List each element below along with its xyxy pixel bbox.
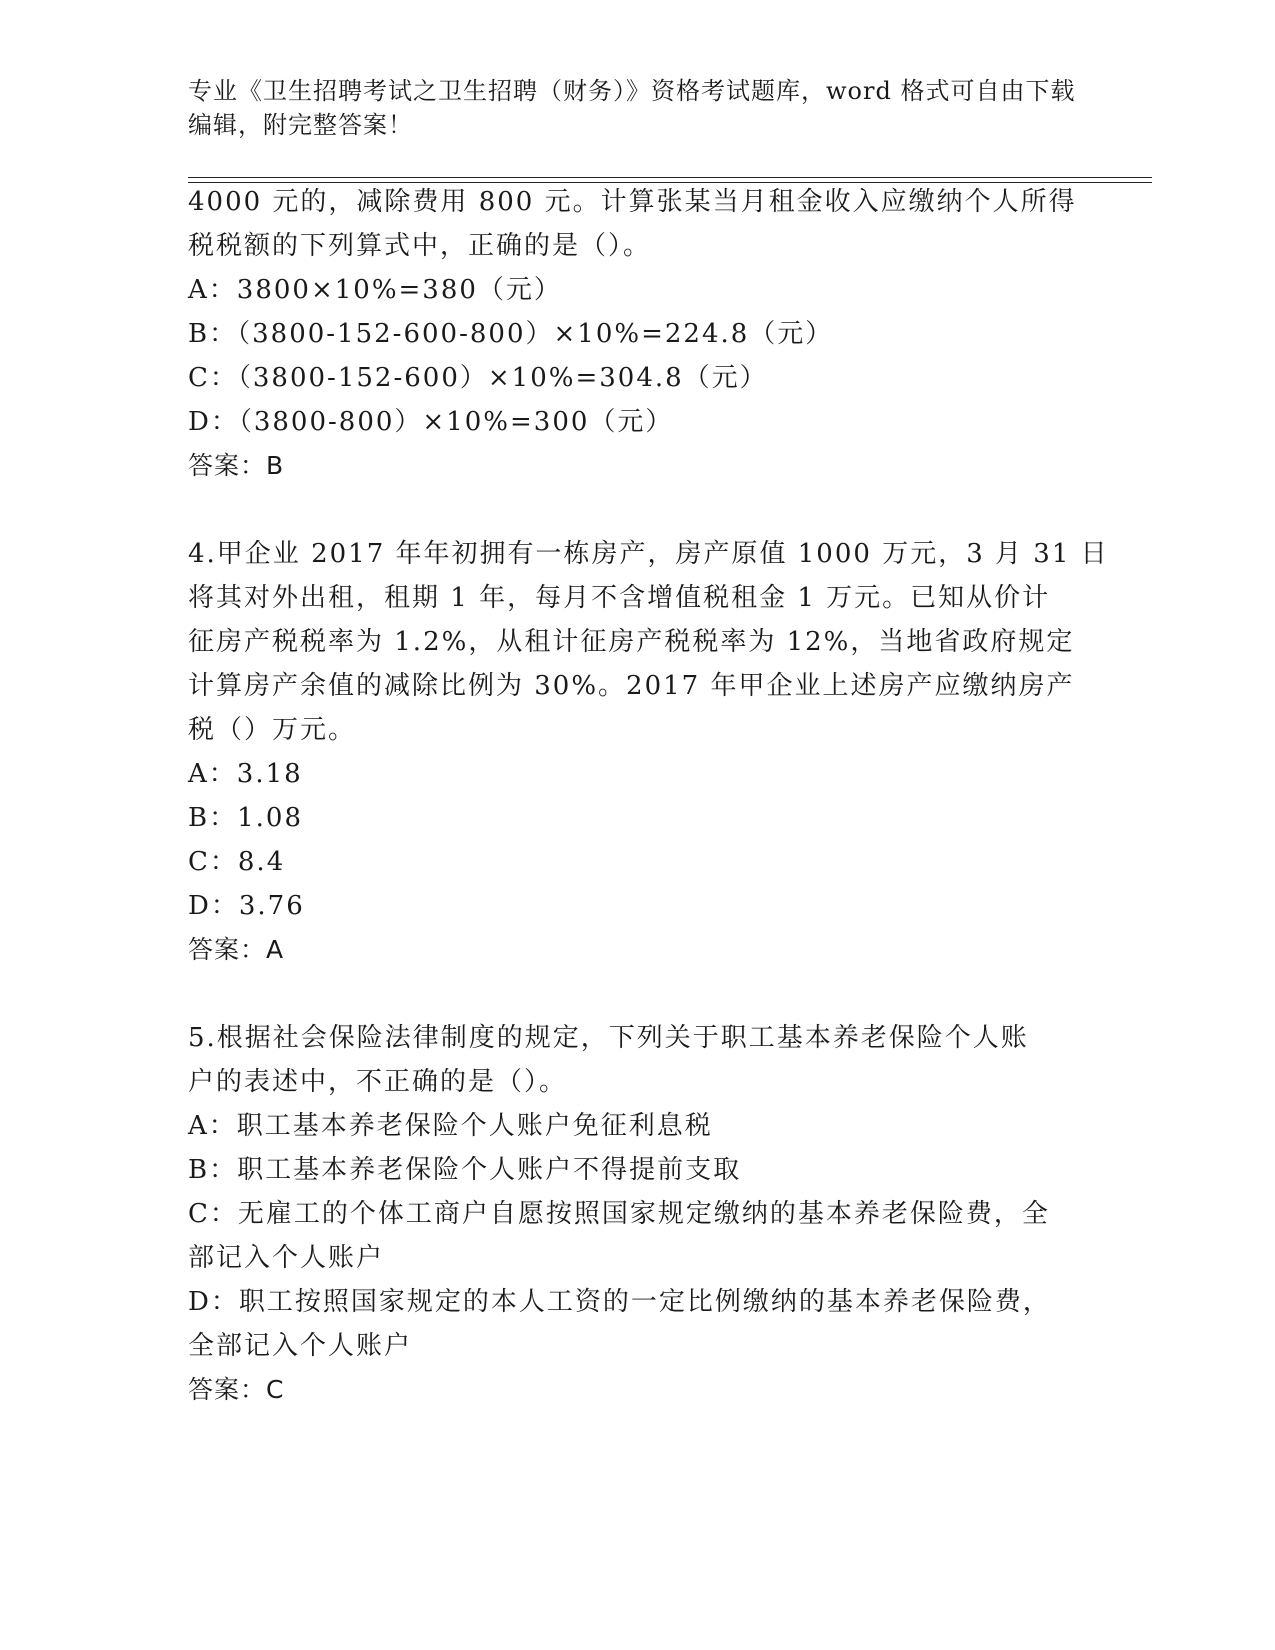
q3-option-b: B：（3800-152-600-800）×10%=224.8（元） <box>188 319 834 349</box>
q3-option-a: A：3800×10%=380（元） <box>188 275 562 305</box>
document-header <box>188 74 1088 142</box>
q4-stem-line-3: 征房产税税率为 1.2%，从租计征房产税税率为 12%，当地省政府规定 <box>188 627 1075 657</box>
q3-option-c: C：（3800-152-600）×10%=304.8（元） <box>188 363 768 393</box>
q5-option-b: B：职工基本养老保险个人账户不得提前支取 <box>188 1155 742 1185</box>
q3-stem-line-1: 4000 元的，减除费用 800 元。计算张某当月租金收入应缴纳个人所得 <box>188 187 1077 217</box>
header-title-line-1: 专业《卫生招聘考试之卫生招聘（财务）》资格考试题库，word 格式可自由下载 <box>188 77 1076 105</box>
q4-stem-line-5: 税（）万元。 <box>188 715 357 745</box>
q4-stem-line-4: 计算房产余值的减除比例为 30%。2017 年甲企业上述房产应缴纳房产 <box>188 671 1075 701</box>
header-title-line-2: 编辑，附完整答案！ <box>188 111 413 139</box>
q3-option-d: D：（3800-800）×10%=300（元） <box>188 407 674 437</box>
q5-stem-line-1: 5.根据社会保险法律制度的规定，下列关于职工基本养老保险个人账 <box>188 1023 1029 1053</box>
q4-answer: 答案：A <box>188 935 285 964</box>
q4-option-c: C：8.4 <box>188 847 286 877</box>
q4-option-a: A：3.18 <box>188 759 303 789</box>
q4-option-d: D：3.76 <box>188 891 305 921</box>
q5-option-d-line-1: D：职工按照国家规定的本人工资的一定比例缴纳的基本养老保险费， <box>188 1287 1051 1317</box>
q5-option-d-line-2: 全部记入个人账户 <box>188 1331 413 1361</box>
header-divider-top <box>188 177 1152 178</box>
q5-option-c-line-1: C：无雇工的个体工商户自愿按照国家规定缴纳的基本养老保险费，全 <box>188 1199 1050 1229</box>
q5-stem-line-2: 户的表述中，不正确的是（）。 <box>188 1067 568 1097</box>
q4-stem-line-1: 4.甲企业 2017 年年初拥有一栋房产，房产原值 1000 万元，3 月 31 日 <box>188 539 1109 569</box>
q5-option-c-line-2: 部记入个人账户 <box>188 1243 385 1273</box>
q3-answer: 答案：B <box>188 451 285 480</box>
q5-answer: 答案：C <box>188 1375 285 1404</box>
q4-stem-line-2: 将其对外出租，租期 1 年，每月不含增值税租金 1 万元。已知从价计 <box>188 583 1051 613</box>
q3-stem-line-2: 税税额的下列算式中，正确的是（）。 <box>188 231 652 261</box>
q5-option-a: A：职工基本养老保险个人账户免征利息税 <box>188 1111 713 1141</box>
q4-option-b: B：1.08 <box>188 803 303 833</box>
header-divider-bottom <box>188 182 1152 183</box>
